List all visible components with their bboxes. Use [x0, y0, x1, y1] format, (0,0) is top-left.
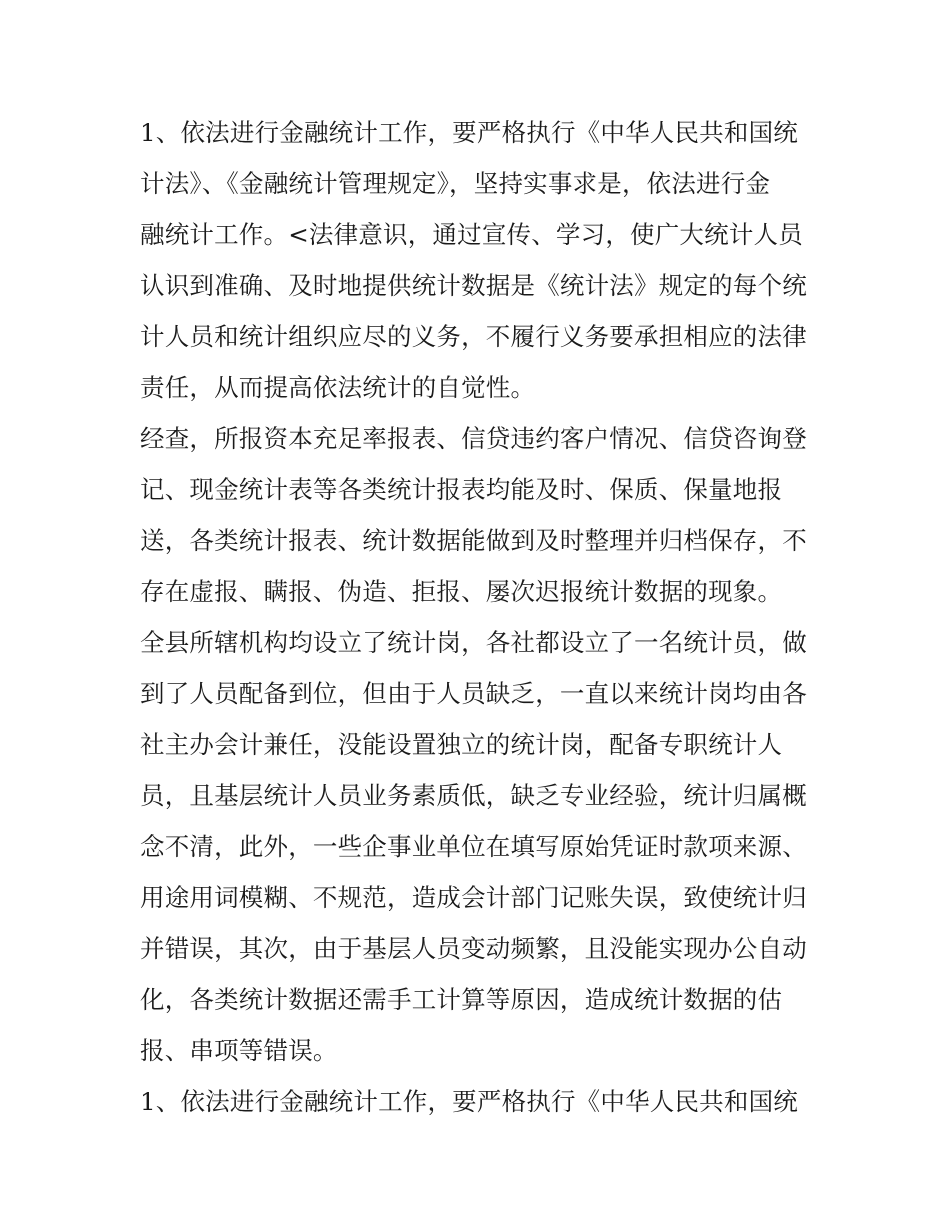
text-line: 经查，所报资本充足率报表、信贷违约客户情况、信贷咨询登	[140, 424, 807, 453]
text-line: 员，且基层统计人员业务素质低，缺乏专业经验，统计归属概	[140, 781, 807, 810]
text-line: 责任，从而提高依法统计的自觉性。	[140, 373, 536, 402]
text-line: 报、串项等错误。	[140, 1036, 338, 1065]
document-body	[140, 107, 820, 1127]
text-line: 到了人员配备到位，但由于人员缺乏，一直以来统计岗均由各	[140, 679, 807, 708]
text-line: 计法》、《金融统计管理规定》，坚持实事求是，依法进行金	[140, 169, 771, 198]
text-line: 融统计工作。<法律意识，通过宣传、学习，使广大统计人员	[140, 220, 803, 249]
text-line: 1、依法进行金融统计工作，要严格执行《中华人民共和国统	[140, 118, 798, 147]
text-line: 存在虚报、瞒报、伪造、拒报、屡次迟报统计数据的现象。	[140, 577, 783, 606]
text-line: 计人员和统计组织应尽的义务，不履行义务要承担相应的法律	[140, 322, 807, 351]
text-line: 记、现金统计表等各类统计报表均能及时、保质、保量地报	[140, 475, 783, 504]
text-line: 认识到准确、及时地提供统计数据是《统计法》规定的每个统	[140, 271, 807, 300]
text-line: 送，各类统计报表、统计数据能做到及时整理并归档保存，不	[140, 526, 807, 555]
text-line: 全县所辖机构均设立了统计岗，各社都设立了一名统计员，做	[140, 628, 807, 657]
text-line: 社主办会计兼任，没能设置独立的统计岗，配备专职统计人	[140, 730, 783, 759]
text-line: 化，各类统计数据还需手工计算等原因，造成统计数据的估	[140, 985, 783, 1014]
text-line: 并错误，其次，由于基层人员变动频繁，且没能实现办公自动	[140, 934, 807, 963]
text-line: 念不清，此外，一些企事业单位在填写原始凭证时款项来源、	[140, 832, 807, 861]
text-line: 1、依法进行金融统计工作，要严格执行《中华人民共和国统	[140, 1087, 798, 1116]
text-line: 用途用词模糊、不规范，造成会计部门记账失误，致使统计归	[140, 883, 807, 912]
